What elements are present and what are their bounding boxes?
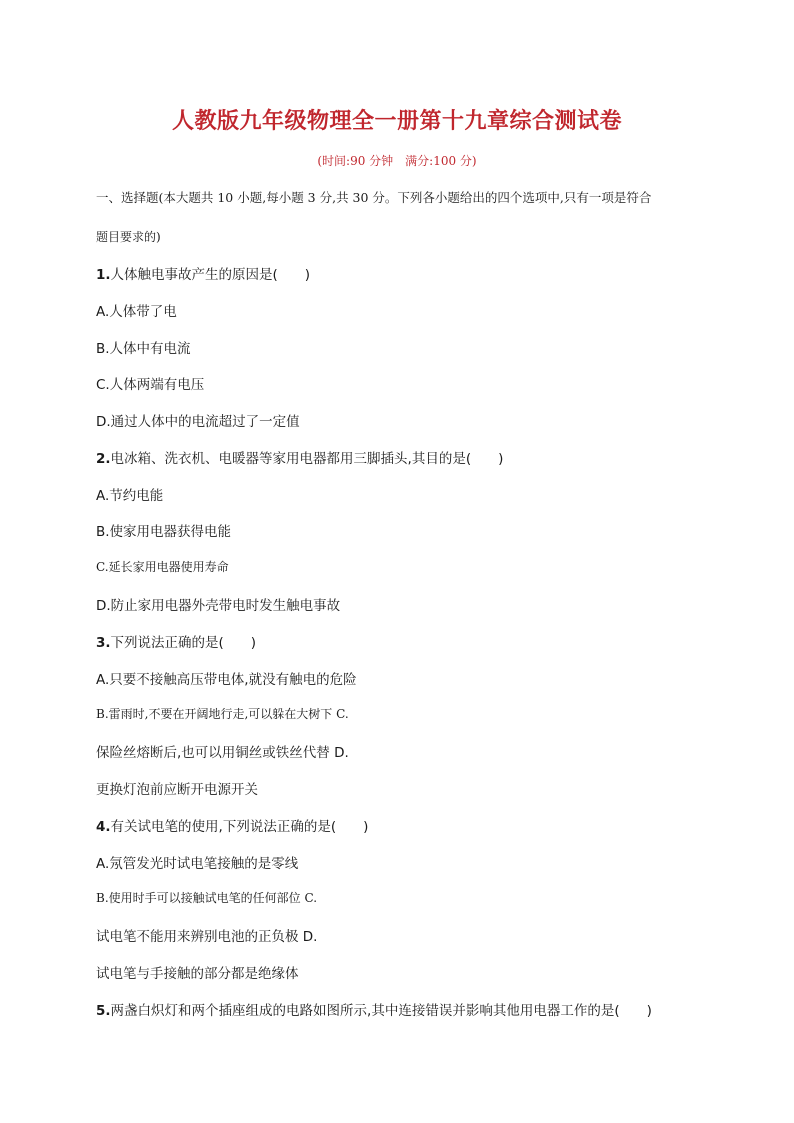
section-header-cont: 题目要求的) [96, 230, 161, 244]
question-4-option-b: B.使用时手可以接触试电笔的任何部位 C. [96, 891, 318, 905]
question-5-stem [96, 999, 652, 1019]
question-3-option-d: 更换灯泡前应断开电源开关 [96, 782, 258, 798]
question-2-stem [96, 447, 503, 467]
question-3-option-c: 保险丝熔断后,也可以用铜丝或铁丝代替 D. [96, 745, 349, 761]
question-5-number: 5. [96, 1003, 111, 1019]
question-2-number: 2. [96, 451, 111, 467]
question-4-text: 有关试电笔的使用,下列说法正确的是( ) [110, 819, 369, 835]
question-4-option-c: 试电笔不能用来辨别电池的正负极 D. [96, 929, 318, 945]
question-1-option-d: D.通过人体中的电流超过了一定值 [96, 414, 300, 430]
section-header-line-1: 一、选择题(本大题共 10 小题,每小题 3 分,共 30 分。下列各小题给出的四个选项中,只有一项是符合 [96, 190, 652, 205]
question-4-stem [96, 815, 368, 835]
section-header [96, 188, 706, 208]
question-2-option-b: B.使家用电器获得电能 [96, 524, 232, 540]
question-2-option-d: D.防止家用电器外壳带电时发生触电事故 [96, 598, 341, 614]
question-3-stem [96, 631, 256, 651]
question-1-option-c: C.人体两端有电压 [96, 377, 205, 393]
question-4-number: 4. [96, 819, 111, 835]
question-2-text: 电冰箱、洗衣机、电暖器等家用电器都用三脚插头,其目的是( ) [110, 451, 504, 467]
question-1-option-a: A.人体带了电 [96, 304, 177, 320]
question-2-option-c: C.延长家用电器使用寿命 [96, 560, 229, 574]
question-1-option-b: B.人体中有电流 [96, 341, 191, 357]
question-4-option-d: 试电笔与手接触的部分都是绝缘体 [96, 966, 299, 982]
question-3-option-a: A.只要不接触高压带电体,就没有触电的危险 [96, 672, 357, 688]
question-1-number: 1. [96, 267, 111, 283]
question-3-number: 3. [96, 635, 111, 651]
question-1-stem [96, 263, 310, 283]
question-4-option-a: A.氖管发光时试电笔接触的是零线 [96, 856, 299, 872]
page-subtitle: (时间:90 分钟 满分:100 分) [317, 154, 477, 168]
question-2-option-a: A.节约电能 [96, 488, 164, 504]
question-5-text: 两盏白炽灯和两个插座组成的电路如图所示,其中连接错误并影响其他用电器工作的是( ) [110, 1003, 652, 1019]
question-1-text: 人体触电事故产生的原因是( ) [110, 267, 311, 283]
question-3-option-b: B.雷雨时,不要在开阔地行走,可以躲在大树下 C. [96, 707, 349, 721]
question-3-text: 下列说法正确的是( ) [110, 635, 257, 651]
page-title: 人教版九年级物理全一册第十九章综合测试卷 [171, 108, 622, 134]
